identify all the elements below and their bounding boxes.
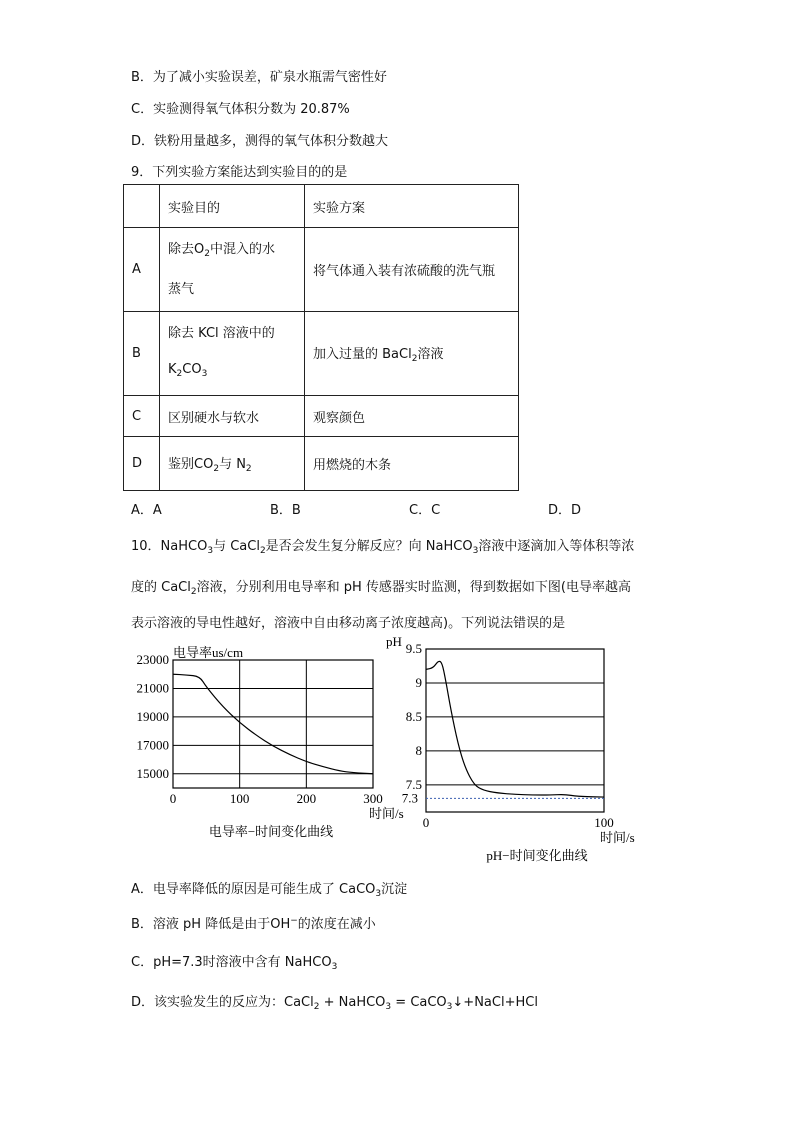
y-tick-label: 8.5 xyxy=(405,708,422,724)
q8-option-d: D．铁粉用量越多，测得的氧气体积分数越大 xyxy=(131,134,389,149)
y-tick-label: 8 xyxy=(415,742,422,758)
table-row xyxy=(124,437,519,491)
plot-frame xyxy=(173,660,373,788)
q10-stem-line2: 度的 CaCl$_2$溶液，分别利用电导率和 pH 传感器实时监测，得到数据如下图(电导率越高 xyxy=(131,580,631,597)
y-tick-label: 17000 xyxy=(136,737,169,753)
y-tick-label: 21000 xyxy=(136,680,169,696)
y-tick-label: 15000 xyxy=(136,765,169,781)
y-tick-label: 7.5 xyxy=(405,776,422,792)
table-row xyxy=(124,396,519,437)
y-tick-label: 9 xyxy=(415,674,422,690)
row-plan: 用燃烧的木条 xyxy=(305,437,519,491)
row-plan: 将气体通入装有浓硫酸的洗气瓶 xyxy=(305,228,519,312)
row-label: D xyxy=(124,437,160,491)
x-tick-label: 300 xyxy=(363,791,383,806)
table-row xyxy=(124,312,519,396)
q8-option-c: C．实验测得氧气体积分数为 20.87% xyxy=(131,102,350,117)
q10-option-a: A．电导率降低的原因是可能生成了 CaCO$_3$沉淀 xyxy=(131,882,408,899)
y-tick-label: 23000 xyxy=(136,652,169,667)
x-axis-label: 时间/s xyxy=(369,806,404,821)
x-axis-label: 时间/s xyxy=(600,830,635,845)
q9-option-d: D．D xyxy=(548,503,582,518)
row-purpose: 除去$O_2$中混入的水 蒸气 xyxy=(160,228,305,312)
y-tick-label-extra: 7.3 xyxy=(401,790,418,806)
header-plan: 实验方案 xyxy=(305,185,519,228)
q9-option-a: A．A xyxy=(131,503,162,518)
table-row xyxy=(124,228,519,312)
row-purpose: 鉴别$CO_2$与 $N_2$ xyxy=(160,437,305,491)
plot-frame xyxy=(426,649,604,812)
y-axis-label: pH xyxy=(386,636,402,649)
experiment-table xyxy=(123,184,519,491)
y-tick-label: 19000 xyxy=(136,708,169,724)
row-plan: 观察颜色 xyxy=(305,396,519,437)
row-purpose: 区别硬水与软水 xyxy=(160,396,305,437)
row-plan: 加入过量的 BaCl$_2$溶液 xyxy=(305,312,519,396)
table-corner-cell xyxy=(124,185,160,228)
table-header-row xyxy=(124,185,519,228)
x-tick-label: 100 xyxy=(594,815,614,830)
chart-title: 电导率−时间变化曲线 xyxy=(208,824,334,839)
x-tick-label: 0 xyxy=(422,815,430,830)
q10-option-c: C．pH=7.3时溶液中含有 NaHCO$_3$ xyxy=(131,955,338,972)
series-line xyxy=(173,674,373,774)
q10-stem-line1: 10．NaHCO$_3$与 CaCl$_2$是否会发生复分解反应？向 NaHCO$_3$溶液中逐滴加入等体积等浓 xyxy=(131,539,635,556)
row-label: B xyxy=(124,312,160,396)
row-purpose: 除去 KCl 溶液中的 $K_2CO_3$ xyxy=(160,312,305,396)
x-tick-label: 200 xyxy=(296,791,317,806)
q10-figure xyxy=(0,636,794,866)
q10-stem-line3: 表示溶液的导电性越好，溶液中自由移动离子浓度越高)。下列说法错误的是 xyxy=(131,616,566,631)
series-line xyxy=(426,661,604,797)
y-tick-label: 9.5 xyxy=(405,641,422,656)
q9-option-c: C．C xyxy=(409,503,441,518)
row-label: A xyxy=(124,228,160,312)
q10-option-d: D．该实验发生的反应为：CaCl$_2$ + NaHCO$_3$ = CaCO$_3$↓+NaCl+HCl xyxy=(131,995,538,1012)
chart-title: pH−时间变化曲线 xyxy=(486,848,588,863)
row-label: C xyxy=(124,396,160,437)
header-purpose: 实验目的 xyxy=(160,185,305,228)
x-tick-label: 0 xyxy=(169,791,177,806)
q10-option-b: B．溶液 pH 降低是由于OH−的浓度在减小 xyxy=(131,916,376,932)
q8-option-b: B．为了减小实验误差，矿泉水瓶需气密性好 xyxy=(131,70,387,85)
x-tick-label: 100 xyxy=(229,791,250,806)
q9-option-b: B．B xyxy=(270,503,301,518)
y-axis-label: 电导率us/cm xyxy=(173,645,244,660)
q9-stem: 9．下列实验方案能达到实验目的的是 xyxy=(131,165,348,180)
